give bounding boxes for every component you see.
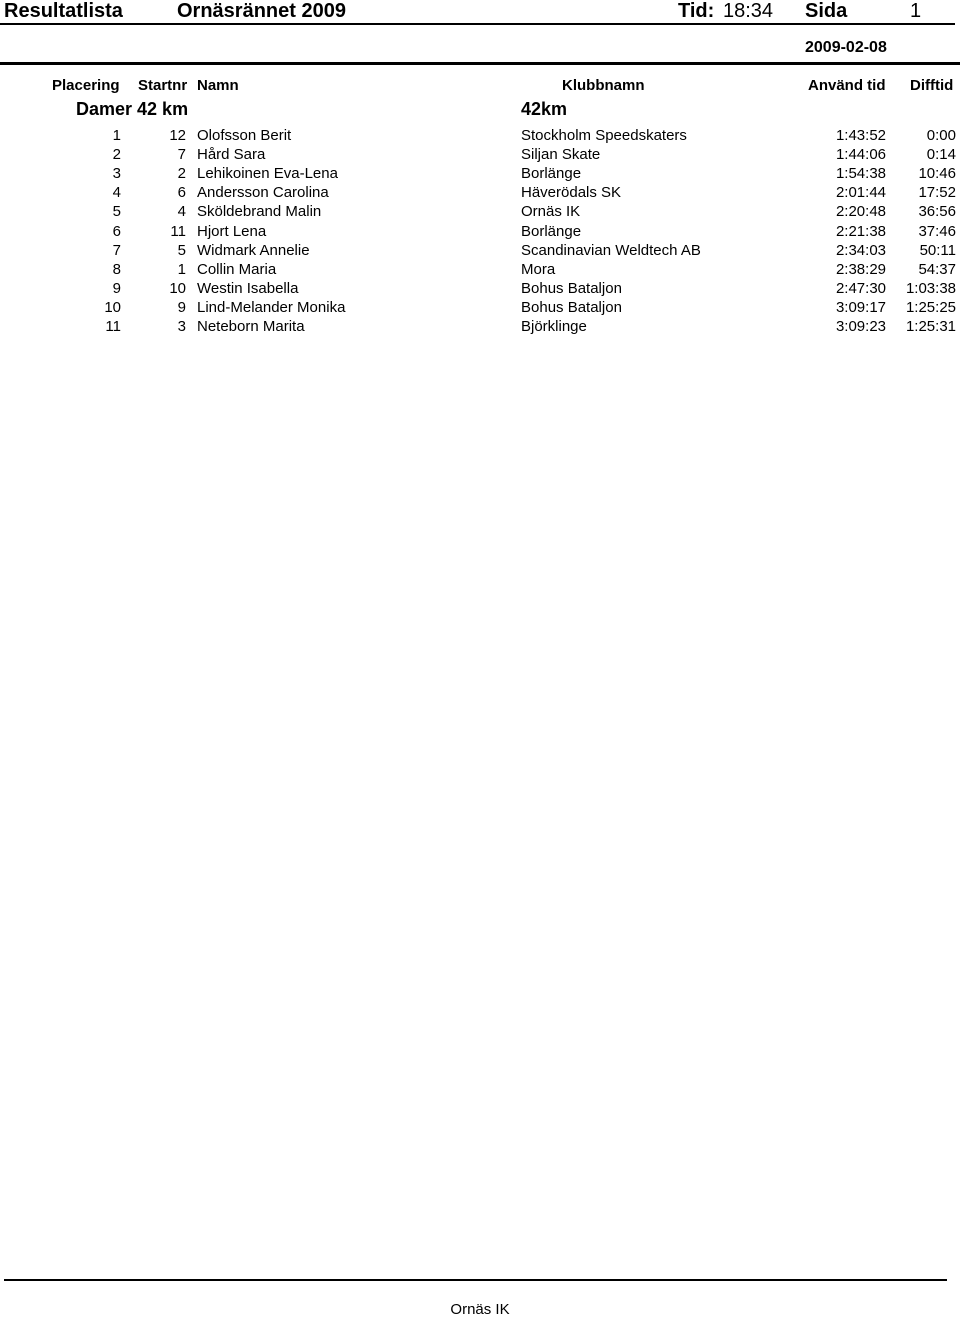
report-title: Resultatlista <box>4 0 123 22</box>
startnr-cell: 7 <box>177 146 186 164</box>
diff-cell: 0:14 <box>926 146 956 164</box>
diff-cell: 54:37 <box>918 260 956 278</box>
table-row <box>0 260 960 279</box>
startnr-cell: 5 <box>177 241 186 259</box>
diff-cell: 0:00 <box>926 127 956 144</box>
time-cell: 3:09:17 <box>835 298 886 316</box>
diff-cell: 1:25:31 <box>905 318 956 335</box>
startnr-cell: 1 <box>177 260 186 278</box>
diff-cell: 17:52 <box>918 184 956 202</box>
startnr-cell: 10 <box>169 279 186 297</box>
club-cell: Bohus Bataljon <box>521 279 622 297</box>
startnr-cell: 4 <box>177 203 186 221</box>
table-row <box>0 298 960 317</box>
name-cell: Hård Sara <box>197 146 266 164</box>
col-anvand-tid: Använd tid <box>808 77 886 94</box>
diff-cell: 50:11 <box>919 241 956 259</box>
placering-cell: 6 <box>112 222 121 240</box>
startnr-cell: 6 <box>177 184 186 202</box>
diff-cell: 1:03:38 <box>905 279 956 297</box>
table-row <box>0 145 960 164</box>
category-distance: 42km <box>521 99 568 119</box>
time-cell: 2:47:30 <box>835 279 886 297</box>
col-difftid: Difftid <box>910 77 954 94</box>
club-cell: Borlänge <box>521 165 582 183</box>
club-cell: Bohus Bataljon <box>521 298 622 316</box>
time-value: 18:34 <box>723 0 774 22</box>
name-cell: Collin Maria <box>197 260 277 278</box>
time-cell: 2:21:38 <box>835 222 886 240</box>
table-row <box>0 279 960 298</box>
table-row <box>0 317 960 336</box>
report-date: 2009-02-08 <box>805 39 887 56</box>
col-namn: Namn <box>197 77 239 94</box>
time-cell: 1:43:52 <box>835 127 886 144</box>
time-cell: 2:20:48 <box>835 203 886 221</box>
category-name: Damer 42 km <box>76 99 189 119</box>
name-cell: Neteborn Marita <box>197 318 305 335</box>
startnr-cell: 3 <box>177 318 186 335</box>
footer-rule <box>4 1279 947 1281</box>
placering-cell: 10 <box>104 298 121 316</box>
placering-cell: 1 <box>112 127 121 144</box>
time-cell: 2:38:29 <box>835 260 886 278</box>
club-cell: Mora <box>521 260 556 278</box>
placering-cell: 8 <box>112 260 121 278</box>
club-cell: Häverödals SK <box>521 184 622 202</box>
table-row <box>0 164 960 183</box>
club-cell: Siljan Skate <box>521 146 601 164</box>
time-cell: 1:54:38 <box>835 165 886 183</box>
name-cell: Olofsson Berit <box>197 127 292 144</box>
placering-cell: 3 <box>112 165 121 183</box>
club-cell: Björklinge <box>521 318 587 335</box>
table-row <box>0 202 960 221</box>
diff-cell: 10:46 <box>918 165 956 183</box>
time-cell: 2:34:03 <box>835 241 886 259</box>
page-label: Sida <box>805 0 848 22</box>
event-name: Ornäsrännet 2009 <box>177 0 346 22</box>
name-cell: Lind-Melander Monika <box>197 298 346 316</box>
table-row <box>0 241 960 260</box>
placering-cell: 2 <box>112 146 121 164</box>
col-klubbnamn: Klubbnamn <box>562 77 645 94</box>
placering-cell: 7 <box>112 241 121 259</box>
placering-cell: 9 <box>112 279 121 297</box>
time-cell: 1:44:06 <box>835 146 886 164</box>
date-rule <box>0 62 960 65</box>
table-row <box>0 183 960 202</box>
table-row <box>0 126 960 145</box>
page-number: 1 <box>910 0 922 22</box>
name-cell: Sköldebrand Malin <box>197 203 322 221</box>
name-cell: Westin Isabella <box>197 279 299 297</box>
startnr-cell: 2 <box>177 165 186 183</box>
diff-cell: 1:25:25 <box>905 298 956 316</box>
placering-cell: 5 <box>112 203 121 221</box>
placering-cell: 4 <box>112 184 121 202</box>
diff-cell: 36:56 <box>918 203 956 221</box>
table-row <box>0 222 960 241</box>
club-cell: Scandinavian Weldtech AB <box>521 241 701 259</box>
time-cell: 3:09:23 <box>835 318 886 335</box>
name-cell: Hjort Lena <box>197 222 267 240</box>
header-rule <box>0 23 955 25</box>
diff-cell: 37:46 <box>918 222 956 240</box>
startnr-cell: 11 <box>170 222 186 240</box>
name-cell: Lehikoinen Eva-Lena <box>197 165 338 183</box>
name-cell: Widmark Annelie <box>197 241 310 259</box>
club-cell: Stockholm Speedskaters <box>521 127 687 144</box>
club-cell: Borlänge <box>521 222 582 240</box>
col-placering: Placering <box>52 77 120 94</box>
col-startnr: Startnr <box>138 77 188 94</box>
startnr-cell: 9 <box>177 298 186 316</box>
startnr-cell: 12 <box>169 127 186 144</box>
footer-club: Ornäs IK <box>450 1301 510 1318</box>
placering-cell: 11 <box>105 318 121 335</box>
time-cell: 2:01:44 <box>835 184 886 202</box>
time-label: Tid: <box>678 0 715 22</box>
club-cell: Ornäs IK <box>521 203 581 221</box>
name-cell: Andersson Carolina <box>197 184 329 202</box>
